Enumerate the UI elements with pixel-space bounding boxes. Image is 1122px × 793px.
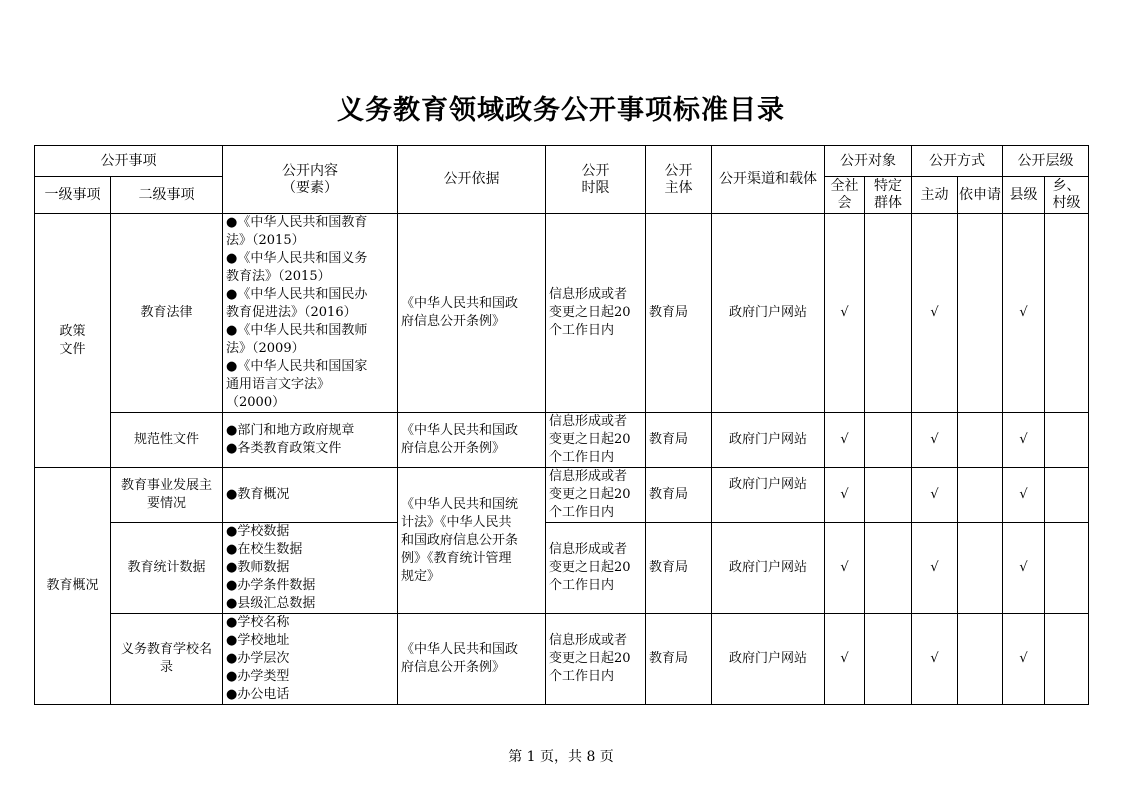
- group-overview: 教育概况: [35, 468, 111, 705]
- content-line: ●各类教育政策文件: [226, 441, 342, 456]
- time-line: 变更之日起20: [549, 487, 631, 502]
- time-line: 个工作日内: [549, 323, 615, 338]
- content-line: ●《中华人民共和国民办: [226, 287, 368, 302]
- basis-line: 和国政府信息公开条: [401, 532, 519, 548]
- empty-cell: [865, 214, 912, 413]
- check-mark-all-society: √: [825, 614, 865, 705]
- row-time: [546, 614, 646, 705]
- header-time: [546, 146, 646, 214]
- time-line: 信息形成或者: [549, 469, 628, 484]
- header-content-line2: （要素）: [282, 179, 338, 196]
- content-line: ●教师数据: [226, 560, 290, 575]
- check-mark-county: √: [1003, 468, 1045, 523]
- basis-line: 《中华人民共和国统: [401, 496, 519, 512]
- row-subject: 教育局: [646, 468, 712, 523]
- empty-cell: [958, 214, 1003, 413]
- header-target-specific-line1: 特定: [874, 178, 902, 194]
- empty-cell: [958, 413, 1003, 468]
- empty-cell: [1045, 523, 1089, 614]
- empty-cell: [865, 413, 912, 468]
- time-line: 信息形成或者: [549, 287, 628, 302]
- row-basis: [398, 614, 546, 705]
- row-subject: 教育局: [646, 214, 712, 413]
- content-line: ●办学类型: [226, 669, 290, 684]
- page-title: 义务教育领域政务公开事项标准目录: [337, 95, 785, 126]
- time-line: 变更之日起20: [549, 305, 631, 320]
- header-level1: 一级事项: [35, 177, 111, 214]
- check-mark-county: √: [1003, 523, 1045, 614]
- header-level-town: [1045, 177, 1089, 214]
- content-line: 法》（2015）: [226, 233, 305, 248]
- empty-cell: [1045, 214, 1089, 413]
- content-line: ●学校数据: [226, 524, 290, 539]
- table-row: [35, 413, 1089, 468]
- header-target-all-line2: 会: [837, 195, 852, 211]
- row-channel: 政府门户网站: [712, 468, 825, 523]
- basis-line: 《中华人民共和国政: [401, 296, 519, 311]
- row-time: [546, 413, 646, 468]
- level2-line: 义务教育学校名: [120, 642, 212, 657]
- row-basis-merged: [398, 468, 546, 614]
- header-subject-line2: 主体: [664, 179, 693, 196]
- row-content: [223, 523, 398, 614]
- group-policy-line2: 文件: [59, 341, 86, 357]
- content-line: 教育促进法》（2016）: [226, 305, 357, 320]
- time-line: 信息形成或者: [549, 414, 628, 429]
- header-level-town-line1: 乡、: [1052, 178, 1081, 194]
- content-line: ●《中华人民共和国教师: [226, 323, 368, 338]
- check-mark-all-society: √: [825, 413, 865, 468]
- time-line: 变更之日起20: [549, 560, 631, 575]
- basis-line: 《中华人民共和国政: [401, 642, 519, 657]
- header-basis: 公开依据: [398, 146, 546, 214]
- group-policy: [35, 214, 111, 468]
- time-line: 个工作日内: [549, 578, 615, 593]
- check-mark-county: √: [1003, 413, 1045, 468]
- catalog-table: [34, 145, 1089, 705]
- header-subject-line1: 公开: [664, 162, 693, 179]
- basis-line: 府信息公开条例》: [401, 660, 506, 675]
- content-line: ●办学层次: [226, 651, 290, 666]
- content-line: （2000）: [226, 395, 286, 410]
- content-line: 通用语言文字法》: [226, 377, 331, 392]
- header-level2: 二级事项: [111, 177, 223, 214]
- empty-cell: [958, 468, 1003, 523]
- basis-line: 例》《教育统计管理: [401, 550, 512, 566]
- row-time: [546, 214, 646, 413]
- header-time-line2: 时限: [581, 179, 610, 196]
- row-time: [546, 468, 646, 523]
- row-level2: [111, 614, 223, 705]
- row-basis: [398, 214, 546, 413]
- row-channel: 政府门户网站: [712, 614, 825, 705]
- content-line: ●办学条件数据: [226, 578, 316, 593]
- check-mark-active: √: [912, 468, 958, 523]
- content-line: 教育法》（2015）: [226, 269, 331, 284]
- row-level2: 教育法律: [111, 214, 223, 413]
- content-line: ●学校地址: [226, 633, 290, 648]
- header-content-line1: 公开内容: [282, 162, 338, 179]
- header-channel: 公开渠道和载体: [712, 146, 825, 214]
- basis-line: 规定》: [401, 568, 441, 584]
- check-mark-active: √: [912, 523, 958, 614]
- time-line: 个工作日内: [549, 669, 615, 684]
- basis-line: 府信息公开条例》: [401, 314, 506, 329]
- page-footer: 第 1 页，共 8 页: [508, 749, 614, 765]
- row-content: [223, 614, 398, 705]
- time-line: 信息形成或者: [549, 633, 628, 648]
- basis-line: 《中华人民共和国政: [401, 423, 519, 438]
- row-level2: 规范性文件: [111, 413, 223, 468]
- check-mark-county: √: [1003, 614, 1045, 705]
- basis-line: 计法》《中华人民共: [401, 514, 512, 530]
- header-target-all: [825, 177, 865, 214]
- empty-cell: [865, 614, 912, 705]
- row-time: [546, 523, 646, 614]
- table-row: [35, 214, 1089, 413]
- row-content: [223, 214, 398, 413]
- header-mode-active: 主动: [912, 177, 958, 214]
- header-mode-request: 依申请: [958, 177, 1003, 214]
- check-mark-active: √: [912, 413, 958, 468]
- header-gongkai-shixiang: 公开事项: [35, 146, 223, 177]
- table-row: [35, 614, 1089, 705]
- empty-cell: [1045, 468, 1089, 523]
- row-channel: 政府门户网站: [712, 413, 825, 468]
- level2-line: 录: [159, 660, 173, 675]
- row-channel: 政府门户网站: [712, 214, 825, 413]
- row-subject: 教育局: [646, 614, 712, 705]
- row-channel: 政府门户网站: [712, 523, 825, 614]
- content-line: 法》（2009）: [226, 341, 305, 356]
- row-content: [223, 468, 398, 523]
- content-line: ●学校名称: [226, 615, 290, 630]
- empty-cell: [958, 614, 1003, 705]
- empty-cell: [1045, 614, 1089, 705]
- header-content: [223, 146, 398, 214]
- empty-cell: [865, 523, 912, 614]
- check-mark-active: √: [912, 614, 958, 705]
- level2-line: 要情况: [146, 496, 186, 511]
- time-line: 个工作日内: [549, 505, 615, 520]
- table-row: [35, 468, 1089, 523]
- header-level-town-line2: 村级: [1052, 195, 1081, 211]
- row-subject: 教育局: [646, 523, 712, 614]
- content-line: ●《中华人民共和国义务: [226, 251, 368, 266]
- content-line: ●《中华人民共和国国家: [226, 359, 368, 374]
- content-line: ●在校生数据: [226, 542, 303, 557]
- empty-cell: [865, 468, 912, 523]
- check-mark-county: √: [1003, 214, 1045, 413]
- level2-line: 教育事业发展主: [120, 478, 212, 493]
- content-line: ●《中华人民共和国教育: [226, 215, 368, 230]
- header-level-county: 县级: [1003, 177, 1045, 214]
- header-target-specific-line2: 群体: [874, 195, 902, 211]
- basis-line: 府信息公开条例》: [401, 441, 506, 456]
- content-line: ●办公电话: [226, 687, 290, 702]
- empty-cell: [958, 523, 1003, 614]
- row-level2: 教育统计数据: [111, 523, 223, 614]
- group-policy-line1: 政策: [59, 323, 86, 339]
- header-time-line1: 公开: [581, 162, 610, 179]
- header-target: 公开对象: [825, 146, 912, 177]
- header-target-all-line1: 全社: [830, 178, 859, 194]
- time-line: 信息形成或者: [549, 542, 628, 557]
- check-mark-all-society: √: [825, 523, 865, 614]
- header-level: 公开层级: [1003, 146, 1089, 177]
- header-row-1: [35, 146, 1089, 177]
- check-mark-all-society: √: [825, 468, 865, 523]
- time-line: 个工作日内: [549, 450, 615, 465]
- header-target-specific: [865, 177, 912, 214]
- header-mode: 公开方式: [912, 146, 1003, 177]
- check-mark-active: √: [912, 214, 958, 413]
- content-line: ●县级汇总数据: [226, 596, 316, 611]
- empty-cell: [1045, 413, 1089, 468]
- row-level2: [111, 468, 223, 523]
- content-line: ●部门和地方政府规章: [226, 423, 355, 438]
- table-row: [35, 523, 1089, 614]
- time-line: 变更之日起20: [549, 651, 631, 666]
- row-subject: 教育局: [646, 413, 712, 468]
- check-mark-all-society: √: [825, 214, 865, 413]
- row-content: [223, 413, 398, 468]
- content-line: ●教育概况: [226, 487, 290, 502]
- time-line: 变更之日起20: [549, 432, 631, 447]
- header-subject: [646, 146, 712, 214]
- row-basis: [398, 413, 546, 468]
